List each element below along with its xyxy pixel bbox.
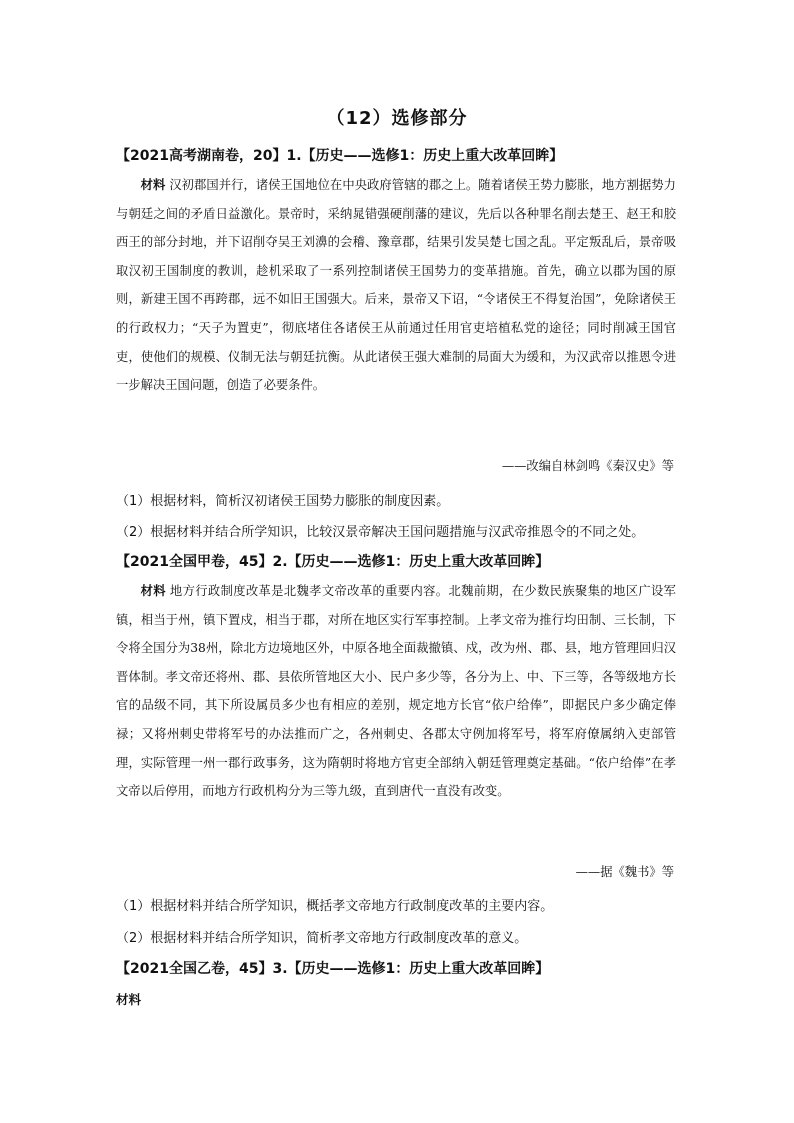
material-text: 地方行政制度改革是北魏孝文帝改革的重要内容。北魏前期，在少数民族聚集的地区广设军镇，相当于州，镇下置戍，相当于郡，对所在地区实行军事控制。上孝文帝为推行均田制、三长制，下令将全国分为38州，除北方边境地区外，中原各地全面裁撤镇、戍，改为州、郡、县，地方管理回归汉晋体制。孝文帝还将州、郡、县依所管地区大小、民户多少等，各分为上、中、下三等，各等级地方长官的品级不同，其下所设属员多少也有相应的差别，规定地方长官“依户给俸”，即据民户多少确定俸禄；又将州刺史带将军号的办法推而广之，各州刺史、各郡太守例加将军号，将军府僚属纳入吏部管理，实际管理一州一郡行政事务，这为隋朝时将地方官吏全部纳入朝廷管理奠定基础。“依户给俸”在孝文帝以后停用，而地方行政机构分为三等九级，直到唐代一直没有改变。 [116, 584, 676, 799]
question-2-header: 【2021全国甲卷，45】2.【历史——选修1：历史上重大改革回眸】 [116, 554, 550, 570]
material-label: 材料 [140, 178, 166, 192]
material-label: 材料 [140, 584, 166, 598]
question-3-header: 【2021全国乙卷，45】3.【历史——选修1：历史上重大改革回眸】 [116, 961, 550, 977]
material-text: 汉初郡国并行，诸侯王国地位在中央政府管辖的郡之上。随着诸侯王势力膨胀，地方割据势力与朝廷之间的矛盾日益激化。景帝时，采纳晁错强硬削藩的建议，先后以各种罪名削去楚王、赵王和胶西王的部分封地，并下诏削夺吴王刘濞的会稽、豫章郡，结果引发吴楚七国之乱。平定叛乱后，景帝吸取汉初王国制度的教训，趁机采取了一系列控制诸侯王国势力的变革措施。首先，确立以郡为国的原则，新建王国不再跨郡，远不如旧王国强大。后来，景帝又下诏，“令诸侯王不得复治国”，免除诸侯王的行政权力；“天子为置吏”，彻底堵住各诸侯王从前通过任用官吏培植私党的途径；同时削减王国官吏，使他们的规模、仪制无法与朝廷抗衡。从此诸侯王强大难制的局面大为缓和，为汉武帝以推恩令进一步解决王国问题，创造了必要条件。 [116, 178, 676, 393]
question-3-material-label: 材料 [116, 992, 142, 1007]
question-2-source: ——据《魏书》等 [575, 865, 674, 879]
question-1-header: 【2021高考湖南卷，20】1.【历史——选修1：历史上重大改革回眸】 [116, 148, 564, 164]
question-2-subquestion-1: （1）根据材料并结合所学知识，概括孝文帝地方行政制度改革的主要内容。 [116, 899, 554, 914]
question-1-source: ——改编自林剑鸣《秦汉史》等 [501, 459, 674, 473]
question-1-material [116, 171, 676, 400]
question-1-subquestion-2: （2）根据材料并结合所学知识，比较汉景帝解决王国问题措施与汉武帝推恩令的不同之处。 [116, 525, 645, 540]
question-2-subquestion-2: （2）根据材料并结合所学知识，简析孝文帝地方行政制度改革的意义。 [116, 931, 528, 946]
question-1-subquestion-1: （1）根据材料，简析汉初诸侯王国势力膨胀的制度因素。 [116, 494, 450, 509]
question-2-material [116, 577, 676, 806]
page-title: （12）选修部分 [326, 108, 468, 129]
